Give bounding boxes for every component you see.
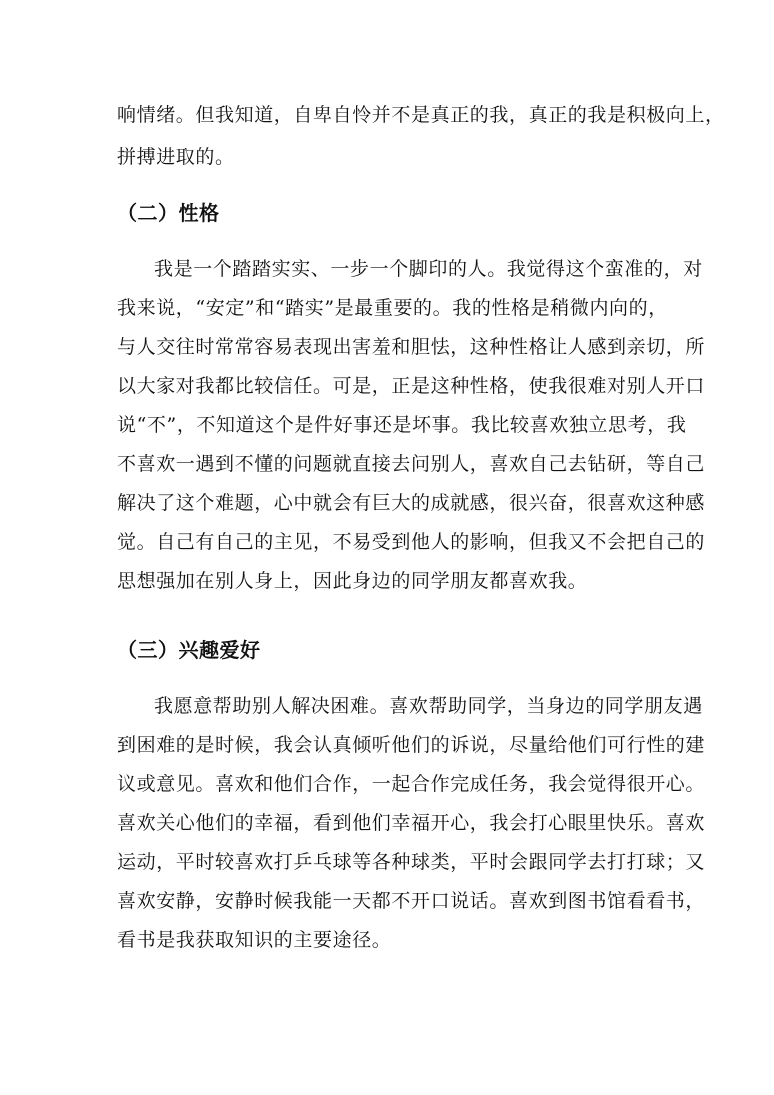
paragraph-line: 思想强加在别人身上，因此身边的同学朋友都喜欢我。 [117, 570, 588, 592]
paragraph-line: 议或意见。喜欢和他们合作，一起合作完成任务，我会觉得很开心。 [117, 773, 706, 795]
paragraph-line: 不喜欢一遇到不懂的问题就直接去问别人，喜欢自己去钻研，等自己 [117, 453, 706, 475]
paragraph-line: 觉。自己有自己的主见，不易受到他人的影响，但我又不会把自己的 [117, 531, 706, 553]
paragraph-line: 喜欢关心他们的幸福，看到他们幸福开心，我会打心眼里快乐。喜欢 [117, 812, 706, 834]
paragraph-line: 说“不”，不知道这个是件好事还是坏事。我比较喜欢独立思考，我 [117, 414, 687, 436]
paragraph-line: 我愿意帮助别人解决困难。喜欢帮助同学，当身边的同学朋友遇 [154, 695, 703, 717]
intro-line: 拼搏进取的。 [117, 146, 235, 168]
paragraph-line: 与人交往时常常容易表现出害羞和胆怯，这种性格让人感到亲切，所 [117, 336, 706, 358]
section-heading-personality: （二）性格 [117, 201, 220, 225]
paragraph-line: 看书是我获取知识的主要途径。 [117, 929, 392, 951]
paragraph-line: 我来说，“安定”和“踏实”是最重要的。我的性格是稍微内向的， [117, 297, 668, 319]
paragraph-line: 以大家对我都比较信任。可是，正是这种性格，使我很难对别人开口 [117, 375, 706, 397]
paragraph-line: 我是一个踏踏实实、一步一个脚印的人。我觉得这个蛮准的，对 [154, 258, 703, 280]
paragraph-line: 解决了这个难题，心中就会有巨大的成就感，很兴奋，很喜欢这种感 [117, 492, 706, 514]
intro-line: 响情绪。但我知道，自卑自怜并不是真正的我，真正的我是积极向上， [117, 104, 725, 126]
paragraph-line: 喜欢安静，安静时候我能一天都不开口说话。喜欢到图书馆看看书， [117, 890, 706, 912]
section-heading-hobbies: （三）兴趣爱好 [117, 638, 261, 662]
paragraph-line: 运动，平时较喜欢打乒乓球等各种球类，平时会跟同学去打打球；又 [117, 851, 706, 873]
paragraph-line: 到困难的是时候，我会认真倾听他们的诉说，尽量给他们可行性的建 [117, 734, 706, 756]
